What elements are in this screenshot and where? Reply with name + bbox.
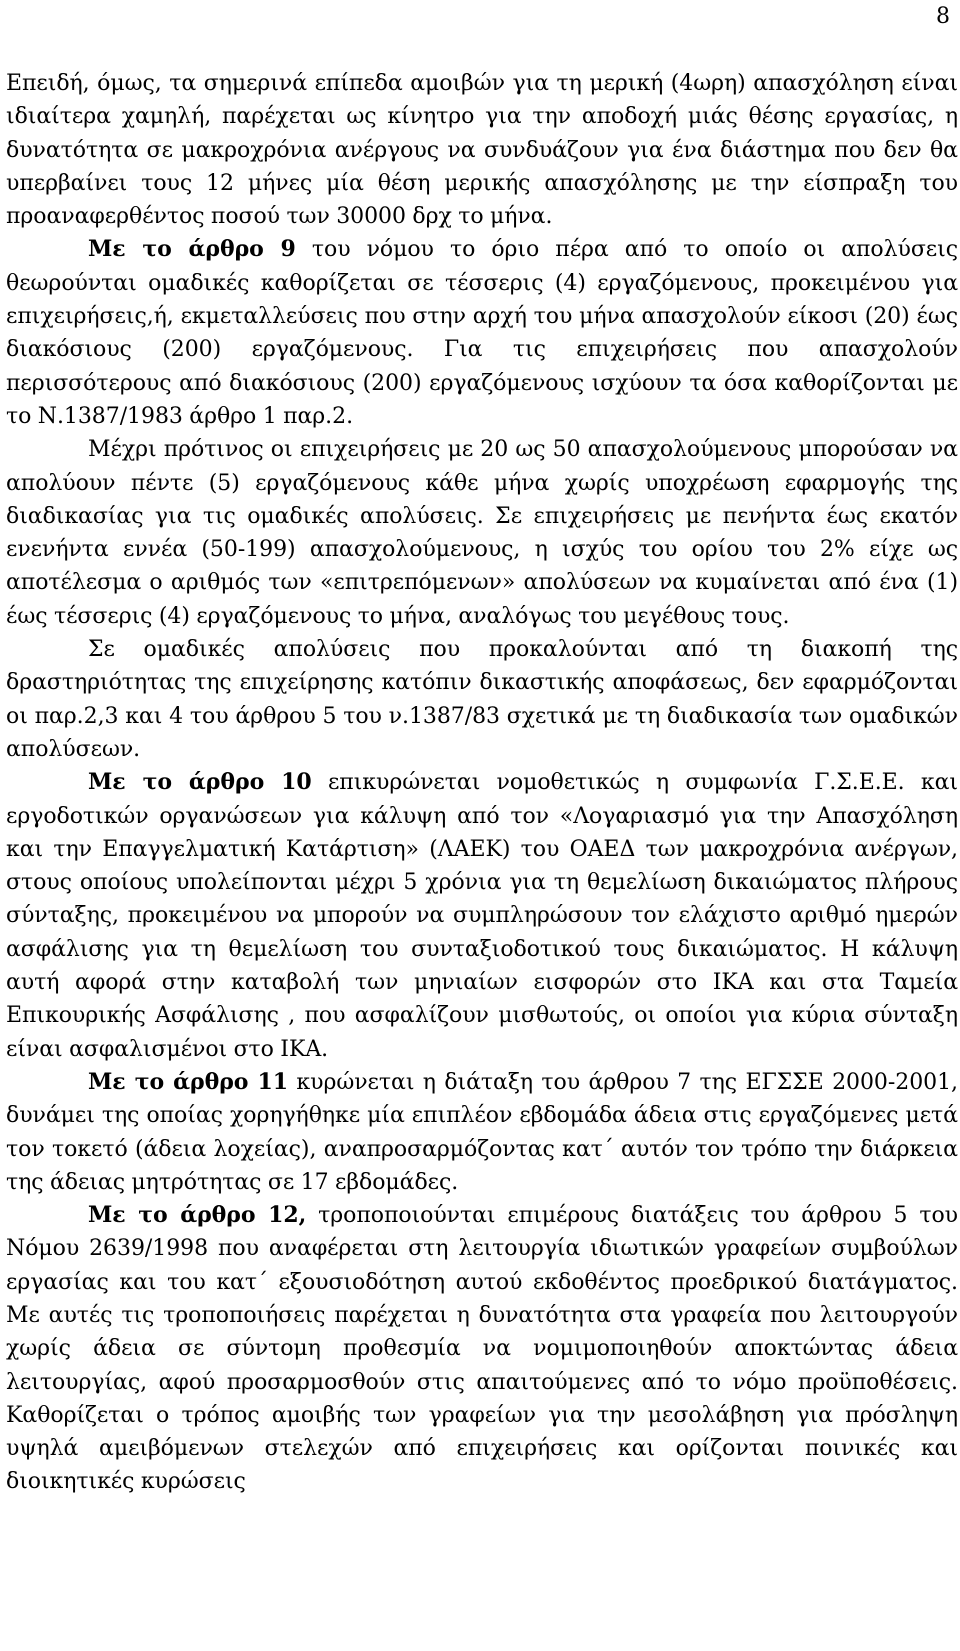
paragraph-article-10: [6, 766, 958, 1066]
paragraph-text: Σε ομαδικές απολύσεις που προκαλούνται από τη διακοπή της δραστηριότητας της επιχείρησης κατόπιν δικαστικής αποφάσεως, δεν εφαρμόζονται οι παρ.2,3 και 4 του άρθρου 5 του ν.1387/83 σχετικά με τη διαδικασία των ομαδικών απολύσεων.: [6, 637, 958, 762]
paragraph-article-9: [6, 233, 958, 433]
article-heading: Με το άρθρο 9: [88, 236, 296, 263]
paragraph-dismissal-limits: [6, 433, 958, 633]
paragraph-text: Επειδή, όμως, τα σημερινά επίπεδα αμοιβών για τη μερική (4ωρη) απασχόληση είναι ιδιαίτερα χαμηλή, παρέχεται ως κίνητρο για την αποδοχή μιάς θέσης εργασίας, η δυνατότητα σε μακροχρόνια ανέργους να συνδυάζουν για ένα διάστημα που δεν θα υπερβαίνει τους 12 μήνες μία θέση μερικής απασχόλησης με την είσπραξη του προαναφερθέντος ποσού των 30000 δρχ το μήνα.: [6, 71, 958, 230]
paragraph-text: του νόμου το όριο πέρα από το οποίο οι απολύσεις θεωρούνται ομαδικές καθορίζεται σε τέσσερις (4) εργαζόμενους, προκειμένου για επιχειρήσεις,ή, εκμεταλλεύσεις που στην αρχή του μήνα απασχολούν είκοσι (20) έως διακόσιους (200) εργαζόμενους. Για τις επιχειρήσεις που απασχολούν περισσότερους από διακόσιους (200) εργαζόμενους ισχύουν τα όσα καθορίζονται με το Ν.1387/1983 άρθρο 1 παρ.2.: [6, 237, 958, 429]
paragraph-part-time-incentive: [6, 67, 958, 233]
paragraph-article-11: [6, 1066, 958, 1199]
paragraph-text: κυρώνεται η διάταξη του άρθρου 7 της ΕΓΣΣΕ 2000-2001, δυνάμει της οποίας χορηγήθηκε μία επιπλέον εβδομάδα άδεια στις εργαζόμενες μετά τον τοκετό (άδεια λοχείας), αναπροσαρμόζοντας κατ΄ αυτόν τον τρόπο την διάρκεια της άδειας μητρότητας σε 17 εβδομάδες.: [6, 1069, 958, 1195]
paragraph-text: τροποποιούνται επιμέρους διατάξεις του άρθρου 5 του Νόμου 2639/1998 που αναφέρεται στη λειτουργία ιδιωτικών γραφείων συμβούλων εργασίας και του κατ΄ εξουσιοδότηση αυτού εκδοθέντος προεδρικού διατάγματος. Με αυτές τις τροποποιήσεις παρέχεται η δυνατότητα στα γραφεία που λειτουργούν χωρίς άδεια σε σύντομη προθεσμία να νομιμοποιηθούν αποκτώντας άδεια λειτουργίας, αφού προσαρμοσθούν στις απαιτούμενες από το νόμο προϋποθέσεις. Καθορίζεται ο τρόπος αμοιβής των γραφείων για την μεσολάβηση για πρόσληψη υψηλά αμειβόμενων στελεχών από επιχειρήσεις και ορίζονται ποινικές και διοικητικές κυρώσεις: [6, 1203, 958, 1495]
paragraph-article-12: [6, 1199, 958, 1499]
page-number: 8: [936, 4, 950, 29]
article-heading: Με το άρθρο 11: [88, 1068, 289, 1095]
paragraph-text: επικυρώνεται νομοθετικώς η συμφωνία Γ.Σ.Ε.Ε. και εργοδοτικών οργανώσεων για κάλυψη από τον «Λογαριασμό για την Απασχόληση και την Επαγγελματική Κατάρτιση» (ΛΑΕΚ) του ΟΑΕΔ των μακροχρόνια ανέργων, στους οποίους υπολείπονται μέχρι 5 χρόνια για τη θεμελίωση δικαιώματος πλήρους σύνταξης, προκειμένου να μπορούν να συμπληρώσουν τον ελάχιστο αριθμό ημερών ασφάλισης για τη θεμελίωση του συνταξιοδοτικού τους δικαιώματος. Η κάλυψη αυτή αφορά στην καταβολή των μηνιαίων εισφορών στο ΙΚΑ και στα Ταμεία Επικουρικής Ασφάλισης , που ασφαλίζουν μισθωτούς, οι οποίοι για κύρια σύνταξη είναι ασφαλισμένοι στο ΙΚΑ.: [6, 770, 958, 1062]
paragraph-court-decision: [6, 633, 958, 766]
article-heading: Με το άρθρο 12,: [88, 1202, 307, 1229]
document-body: [6, 67, 958, 1499]
article-heading: Με το άρθρο 10: [88, 769, 312, 796]
paragraph-text: Μέχρι πρότινος οι επιχειρήσεις με 20 ως 50 απασχολούμενους μπορούσαν να απολύουν πέντε (5) εργαζόμενους κάθε μήνα χωρίς υποχρέωση εφαρμογής της διαδικασίας για τις ομαδικές απολύσεις. Σε επιχειρήσεις με πενήντα έως εκατόν ενενήντα εννέα (50-199) απασχολούμενους, η ισχύς του ορίου του 2% είχε ως αποτέλεσμα ο αριθμός των «επιτρεπόμενων» απολύσεων να κυμαίνεται από ένα (1) έως τέσσερις (4) εργαζόμενους το μήνα, αναλόγως του μεγέθους τους.: [6, 437, 958, 629]
